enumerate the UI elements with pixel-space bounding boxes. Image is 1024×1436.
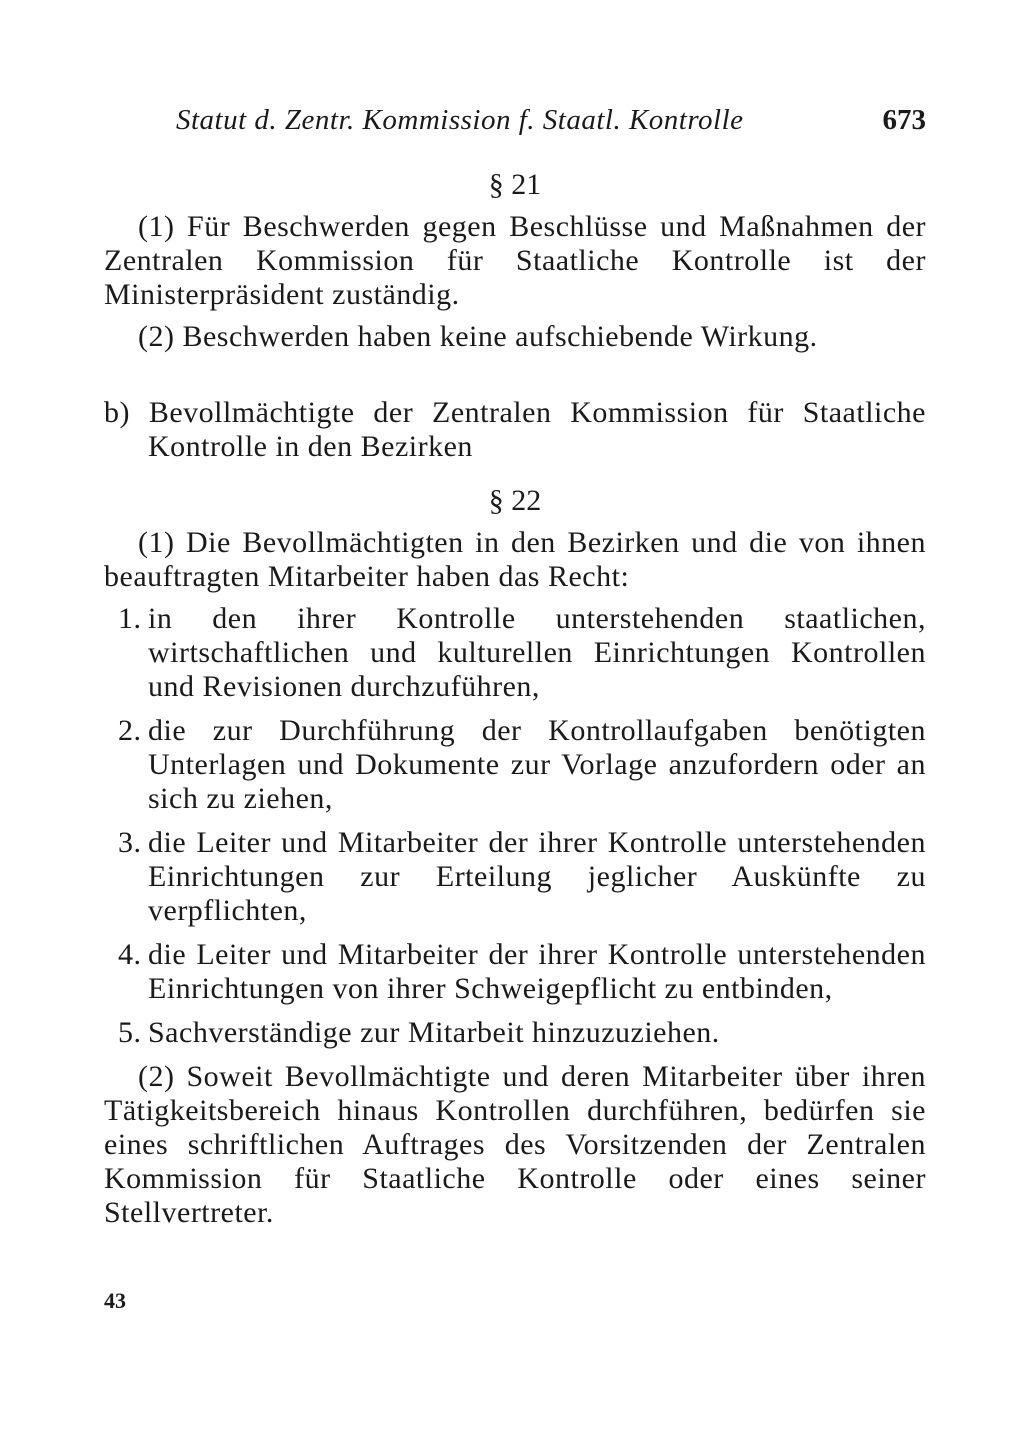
list-item-number: 4. <box>118 938 142 971</box>
list-item-number: 2. <box>118 714 142 747</box>
list-item <box>104 826 926 928</box>
list-item <box>104 602 926 704</box>
part-b-heading <box>104 396 926 464</box>
list-item-number: 3. <box>118 826 142 859</box>
paragraph-21-1: (1) Für Beschwerden gegen Beschlüsse und Maßnahmen der Zentralen Kommission für Staatliche Kontrolle ist der Ministerpräsident zuständig. <box>104 210 926 311</box>
rights-list <box>104 602 926 1050</box>
section-heading-22: § 22 <box>488 484 542 517</box>
list-item <box>104 938 926 1006</box>
running-header <box>104 104 926 148</box>
list-item-text: in den ihrer Kontrolle unterstehenden staatlichen, wirtschaftlichen und kulturellen Einrichtungen Kontrollen und Revisionen durchzuführen, <box>148 602 926 703</box>
signature-mark: 43 <box>104 1288 126 1313</box>
list-item <box>104 1016 926 1050</box>
list-item-text: die zur Durchführung der Kontrollaufgaben benötigten Unterlagen und Dokumente zur Vorlage anzufordern oder an sich zu ziehen, <box>148 714 926 815</box>
running-title: Statut d. Zentr. Kommission f. Staatl. Kontrolle <box>176 104 744 136</box>
list-item <box>104 714 926 816</box>
section-heading-21: § 21 <box>488 168 542 201</box>
list-item-text: die Leiter und Mitarbeiter der ihrer Kontrolle unterstehenden Einrichtungen zur Erteilung jeglicher Auskünfte zu verpflichten, <box>148 826 926 927</box>
list-item-number: 1. <box>118 602 142 635</box>
list-item-text: Sachverständige zur Mitarbeit hinzuzuziehen. <box>148 1016 720 1049</box>
part-b-text: Bevollmächtigte der Zentralen Kommission für Staatliche Kontrolle in den Bezirken <box>148 396 927 463</box>
page-number: 673 <box>882 104 926 136</box>
part-b-label: b) <box>104 396 130 429</box>
paragraph-22-1: (1) Die Bevollmächtigten in den Bezirken und die von ihnen beauftragten Mitarbeiter haben das Recht: <box>104 526 926 593</box>
list-item-number: 5. <box>118 1016 142 1049</box>
paragraph-21-2: (2) Beschwerden haben keine aufschiebende Wirkung. <box>138 320 818 353</box>
document-page <box>104 104 926 1238</box>
list-item-text: die Leiter und Mitarbeiter der ihrer Kontrolle unterstehenden Einrichtungen von ihrer Schweigepflicht zu entbinden, <box>148 938 926 1005</box>
paragraph-22-2: (2) Soweit Bevollmächtigte und deren Mitarbeiter über ihren Tätigkeitsbereich hinaus Kontrollen durchführen, bedürfen sie eines schriftlichen Auftrages des Vorsitzenden der Zentralen Kommission für Staatliche Kontrolle oder eines seiner Stellvertreter. <box>104 1060 926 1229</box>
